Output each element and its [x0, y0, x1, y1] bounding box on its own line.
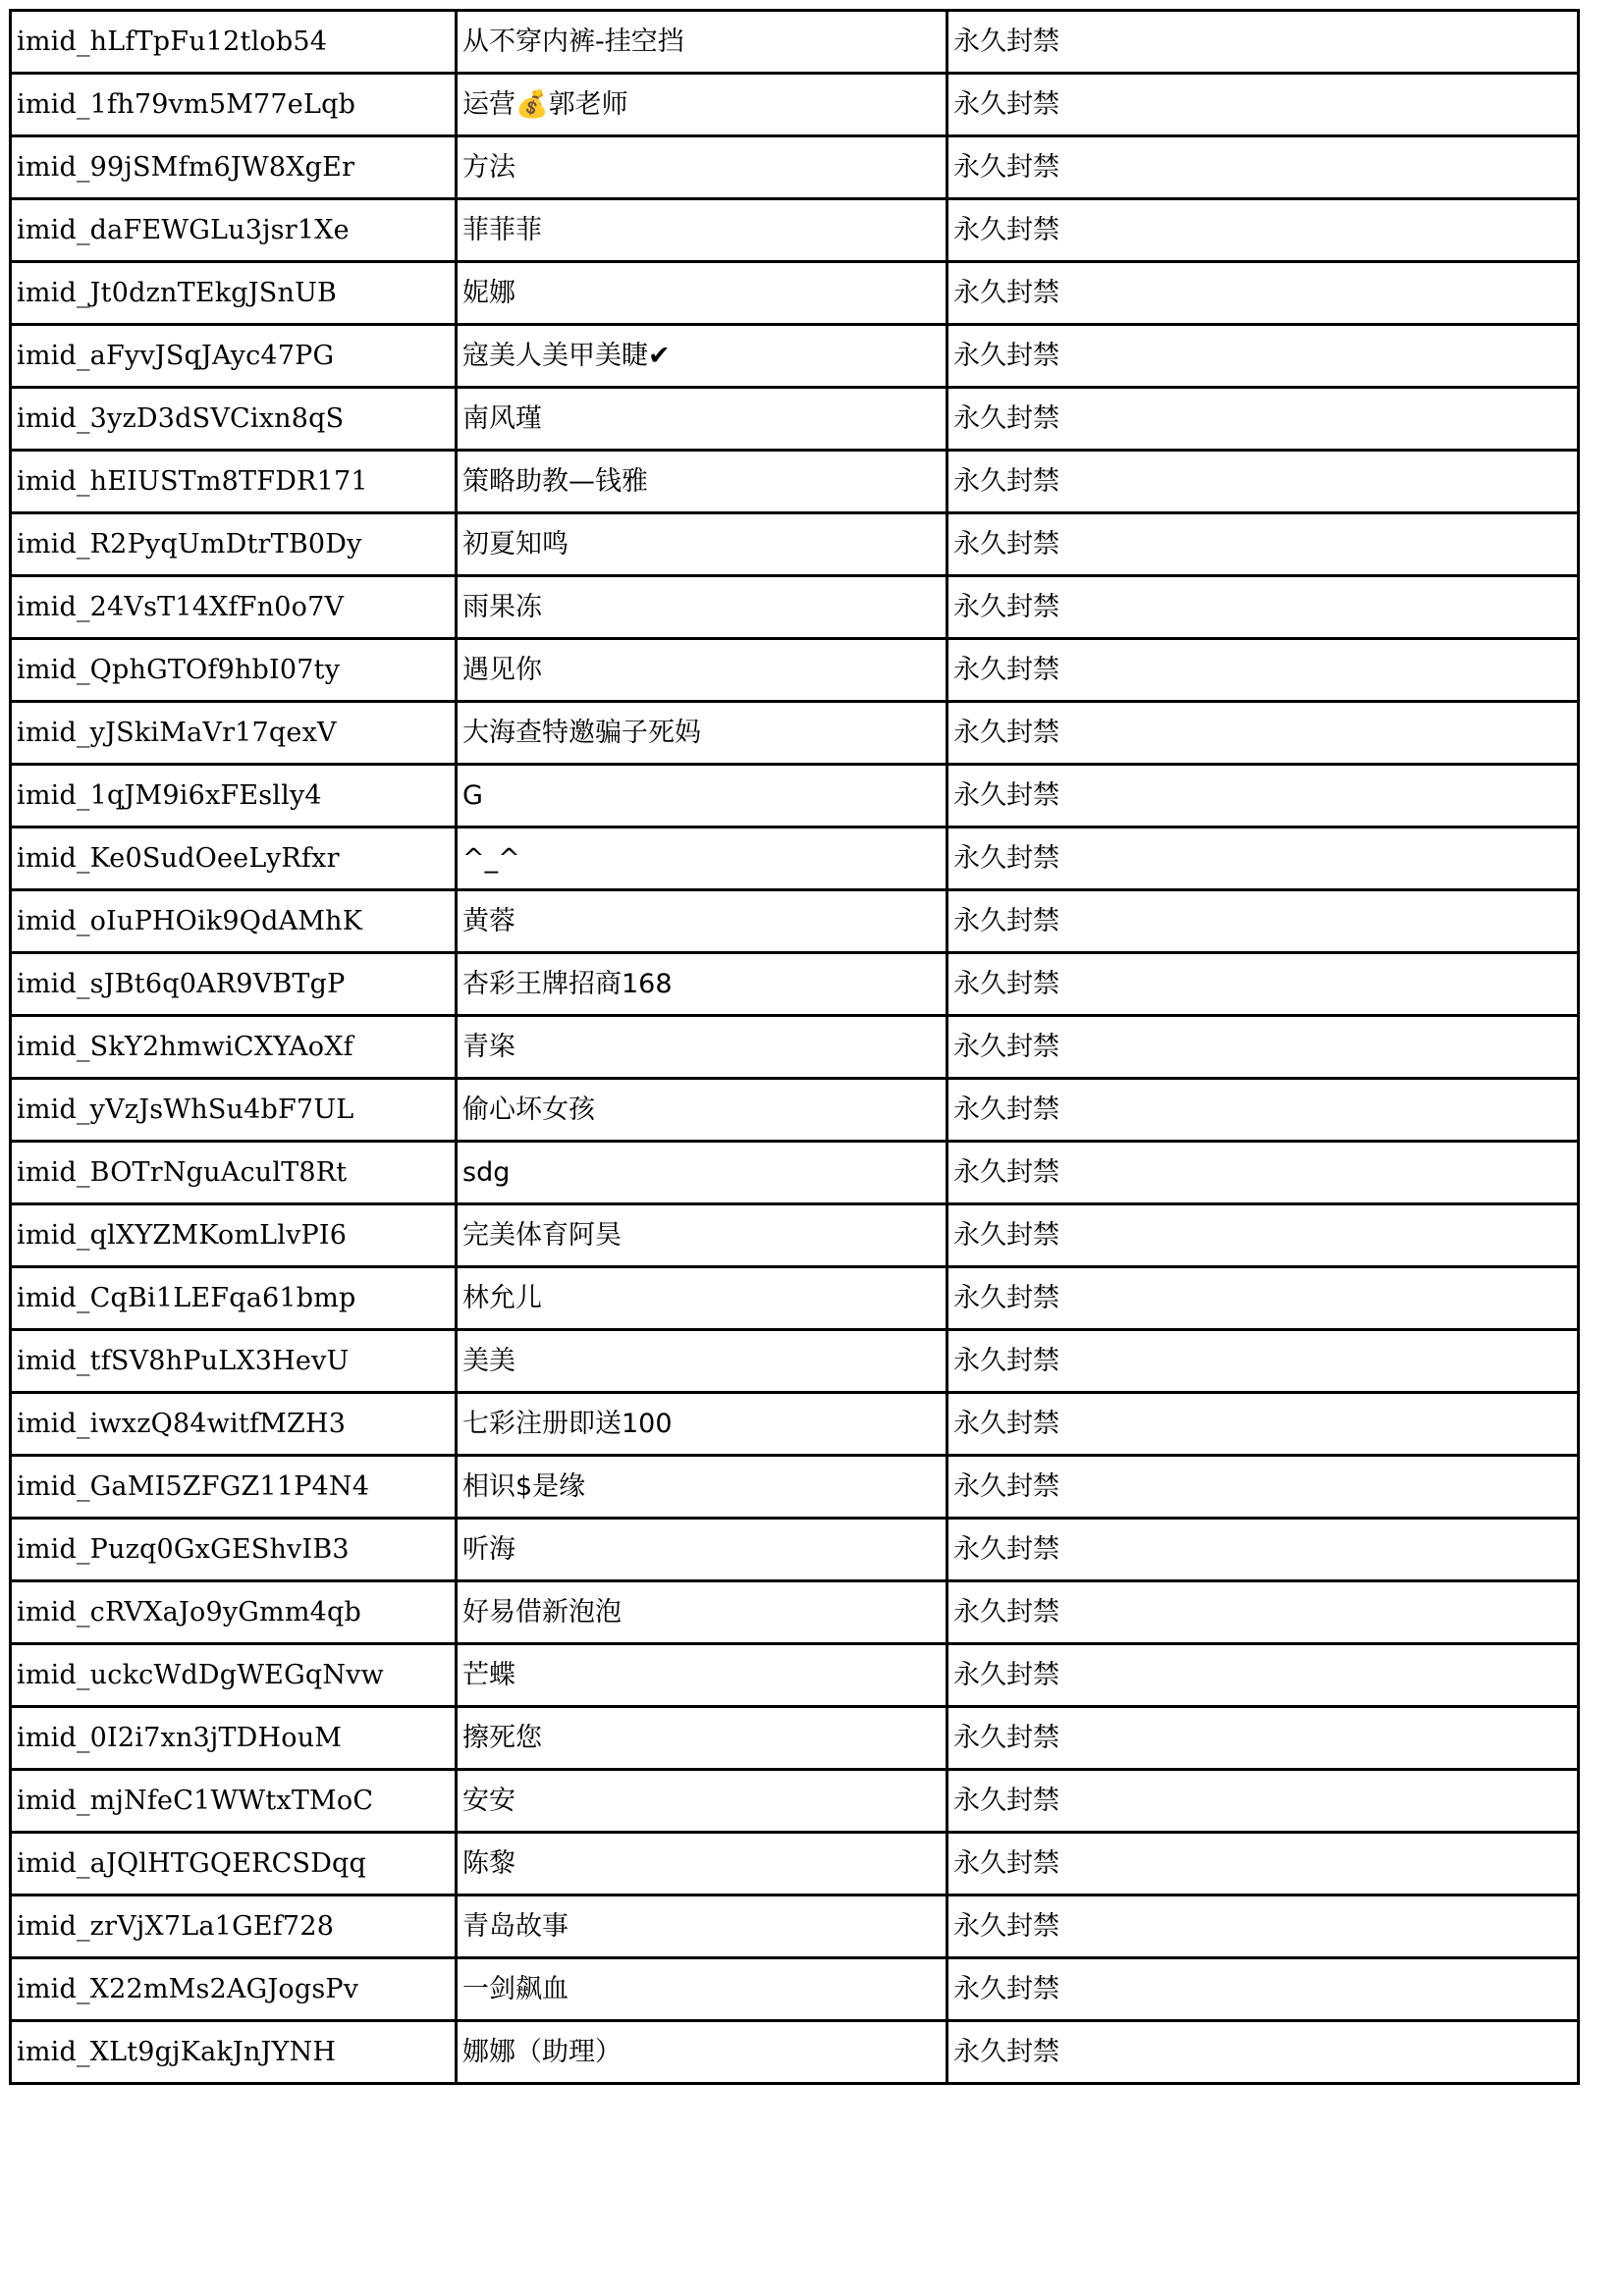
user-id-cell: imid_sJBt6q0AR9VBTgP [11, 953, 457, 1016]
ban-status-cell: 永久封禁 [947, 1079, 1579, 1142]
table-row [11, 388, 1579, 451]
table-row [11, 1142, 1579, 1204]
nickname-cell: 南风瑾 [457, 388, 947, 451]
ban-status-cell: 永久封禁 [947, 890, 1579, 953]
user-id-cell: imid_zrVjX7La1GEf728 [11, 1896, 457, 1958]
user-id-cell: imid_cRVXaJo9yGmm4qb [11, 1581, 457, 1644]
ban-status-cell: 永久封禁 [947, 451, 1579, 513]
ban-status-cell: 永久封禁 [947, 1393, 1579, 1456]
user-id-cell: imid_1qJM9i6xFEslly4 [11, 765, 457, 828]
user-id-cell: imid_1fh79vm5M77eLqb [11, 74, 457, 136]
nickname-cell: 雨果冻 [457, 576, 947, 639]
table-row [11, 576, 1579, 639]
ban-status-cell: 永久封禁 [947, 513, 1579, 576]
ban-status-cell: 永久封禁 [947, 199, 1579, 262]
user-id-cell: imid_Puzq0GxGEShvIB3 [11, 1519, 457, 1581]
nickname-cell: 初夏知鸣 [457, 513, 947, 576]
table-row [11, 1581, 1579, 1644]
table-row [11, 639, 1579, 702]
ban-status-cell: 永久封禁 [947, 388, 1579, 451]
table-row [11, 702, 1579, 765]
table-row [11, 325, 1579, 388]
table-row [11, 1770, 1579, 1833]
table-row [11, 262, 1579, 325]
table-row [11, 1958, 1579, 2021]
table-row [11, 1393, 1579, 1456]
ban-status-cell: 永久封禁 [947, 1519, 1579, 1581]
table-row [11, 1644, 1579, 1707]
ban-list-body [11, 11, 1579, 2084]
ban-status-cell: 永久封禁 [947, 1267, 1579, 1330]
nickname-cell: 遇见你 [457, 639, 947, 702]
user-id-cell: imid_tfSV8hPuLX3HevU [11, 1330, 457, 1393]
table-row [11, 1833, 1579, 1896]
ban-status-cell: 永久封禁 [947, 1707, 1579, 1770]
table-row [11, 1204, 1579, 1267]
table-row [11, 953, 1579, 1016]
user-id-cell: imid_Ke0SudOeeLyRfxr [11, 828, 457, 890]
ban-status-cell: 永久封禁 [947, 1142, 1579, 1204]
user-id-cell: imid_aFyvJSqJAyc47PG [11, 325, 457, 388]
table-row [11, 828, 1579, 890]
table-row [11, 451, 1579, 513]
user-id-cell: imid_0I2i7xn3jTDHouM [11, 1707, 457, 1770]
table-row [11, 74, 1579, 136]
nickname-cell: 完美体育阿昊 [457, 1204, 947, 1267]
table-row [11, 890, 1579, 953]
nickname-cell: 擦死您 [457, 1707, 947, 1770]
user-id-cell: imid_yVzJsWhSu4bF7UL [11, 1079, 457, 1142]
user-id-cell: imid_daFEWGLu3jsr1Xe [11, 199, 457, 262]
table-row [11, 1519, 1579, 1581]
ban-status-cell: 永久封禁 [947, 136, 1579, 199]
user-id-cell: imid_hEIUSTm8TFDR171 [11, 451, 457, 513]
nickname-cell: 娜娜（助理） [457, 2021, 947, 2084]
nickname-cell: 杏彩王牌招商168 [457, 953, 947, 1016]
nickname-cell: G [457, 765, 947, 828]
ban-status-cell: 永久封禁 [947, 1204, 1579, 1267]
user-id-cell: imid_3yzD3dSVCixn8qS [11, 388, 457, 451]
table-row [11, 199, 1579, 262]
table-row [11, 2021, 1579, 2084]
ban-status-cell: 永久封禁 [947, 576, 1579, 639]
nickname-cell: 青岛故事 [457, 1896, 947, 1958]
table-row [11, 11, 1579, 74]
nickname-cell: 一剑飙血 [457, 1958, 947, 2021]
table-row [11, 765, 1579, 828]
nickname-cell: 寇美人美甲美睫✔ [457, 325, 947, 388]
nickname-cell: 陈黎 [457, 1833, 947, 1896]
ban-status-cell: 永久封禁 [947, 1016, 1579, 1079]
user-id-cell: imid_BOTrNguAculT8Rt [11, 1142, 457, 1204]
table-row [11, 513, 1579, 576]
user-id-cell: imid_aJQlHTGQERCSDqq [11, 1833, 457, 1896]
table-row [11, 1707, 1579, 1770]
table-row [11, 136, 1579, 199]
user-id-cell: imid_uckcWdDgWEGqNvw [11, 1644, 457, 1707]
ban-status-cell: 永久封禁 [947, 1330, 1579, 1393]
ban-status-cell: 永久封禁 [947, 1644, 1579, 1707]
ban-status-cell: 永久封禁 [947, 74, 1579, 136]
ban-status-cell: 永久封禁 [947, 828, 1579, 890]
ban-list-table [9, 9, 1580, 2085]
user-id-cell: imid_24VsT14XfFn0o7V [11, 576, 457, 639]
ban-status-cell: 永久封禁 [947, 765, 1579, 828]
nickname-cell: 大海查特邀骗子死妈 [457, 702, 947, 765]
user-id-cell: imid_hLfTpFu12tlob54 [11, 11, 457, 74]
nickname-cell: 林允儿 [457, 1267, 947, 1330]
user-id-cell: imid_R2PyqUmDtrTB0Dy [11, 513, 457, 576]
table-row [11, 1456, 1579, 1519]
table-row [11, 1330, 1579, 1393]
nickname-cell: 七彩注册即送100 [457, 1393, 947, 1456]
user-id-cell: imid_qlXYZMKomLlvPI6 [11, 1204, 457, 1267]
nickname-cell: 偷心坏女孩 [457, 1079, 947, 1142]
user-id-cell: imid_GaMI5ZFGZ11P4N4 [11, 1456, 457, 1519]
ban-status-cell: 永久封禁 [947, 1833, 1579, 1896]
user-id-cell: imid_mjNfeC1WWtxTMoC [11, 1770, 457, 1833]
nickname-cell: 菲菲菲 [457, 199, 947, 262]
table-row [11, 1267, 1579, 1330]
nickname-cell: 听海 [457, 1519, 947, 1581]
nickname-cell: sdg [457, 1142, 947, 1204]
ban-status-cell: 永久封禁 [947, 639, 1579, 702]
ban-status-cell: 永久封禁 [947, 1770, 1579, 1833]
nickname-cell: 从不穿内裤-挂空挡 [457, 11, 947, 74]
ban-status-cell: 永久封禁 [947, 953, 1579, 1016]
nickname-cell: 美美 [457, 1330, 947, 1393]
user-id-cell: imid_Jt0dznTEkgJSnUB [11, 262, 457, 325]
nickname-cell: 安安 [457, 1770, 947, 1833]
user-id-cell: imid_yJSkiMaVr17qexV [11, 702, 457, 765]
ban-status-cell: 永久封禁 [947, 1456, 1579, 1519]
ban-status-cell: 永久封禁 [947, 1581, 1579, 1644]
table-row [11, 1079, 1579, 1142]
nickname-cell: 方法 [457, 136, 947, 199]
nickname-cell: 运营💰郭老师 [457, 74, 947, 136]
nickname-cell: 黄蓉 [457, 890, 947, 953]
nickname-cell: 妮娜 [457, 262, 947, 325]
user-id-cell: imid_SkY2hmwiCXYAoXf [11, 1016, 457, 1079]
user-id-cell: imid_QphGTOf9hbI07ty [11, 639, 457, 702]
ban-status-cell: 永久封禁 [947, 1896, 1579, 1958]
user-id-cell: imid_X22mMs2AGJogsPv [11, 1958, 457, 2021]
ban-status-cell: 永久封禁 [947, 1958, 1579, 2021]
ban-status-cell: 永久封禁 [947, 702, 1579, 765]
nickname-cell: 好易借新泡泡 [457, 1581, 947, 1644]
user-id-cell: imid_XLt9gjKakJnJYNH [11, 2021, 457, 2084]
ban-status-cell: 永久封禁 [947, 11, 1579, 74]
nickname-cell: 青栥 [457, 1016, 947, 1079]
user-id-cell: imid_iwxzQ84witfMZH3 [11, 1393, 457, 1456]
ban-status-cell: 永久封禁 [947, 325, 1579, 388]
nickname-cell: 芒蝶 [457, 1644, 947, 1707]
table-row [11, 1016, 1579, 1079]
user-id-cell: imid_99jSMfm6JW8XgEr [11, 136, 457, 199]
table-row [11, 1896, 1579, 1958]
nickname-cell: 相识$是缘 [457, 1456, 947, 1519]
user-id-cell: imid_oIuPHOik9QdAMhK [11, 890, 457, 953]
nickname-cell: ^_^ [457, 828, 947, 890]
ban-status-cell: 永久封禁 [947, 262, 1579, 325]
ban-status-cell: 永久封禁 [947, 2021, 1579, 2084]
user-id-cell: imid_CqBi1LEFqa61bmp [11, 1267, 457, 1330]
nickname-cell: 策略助教—钱雅 [457, 451, 947, 513]
